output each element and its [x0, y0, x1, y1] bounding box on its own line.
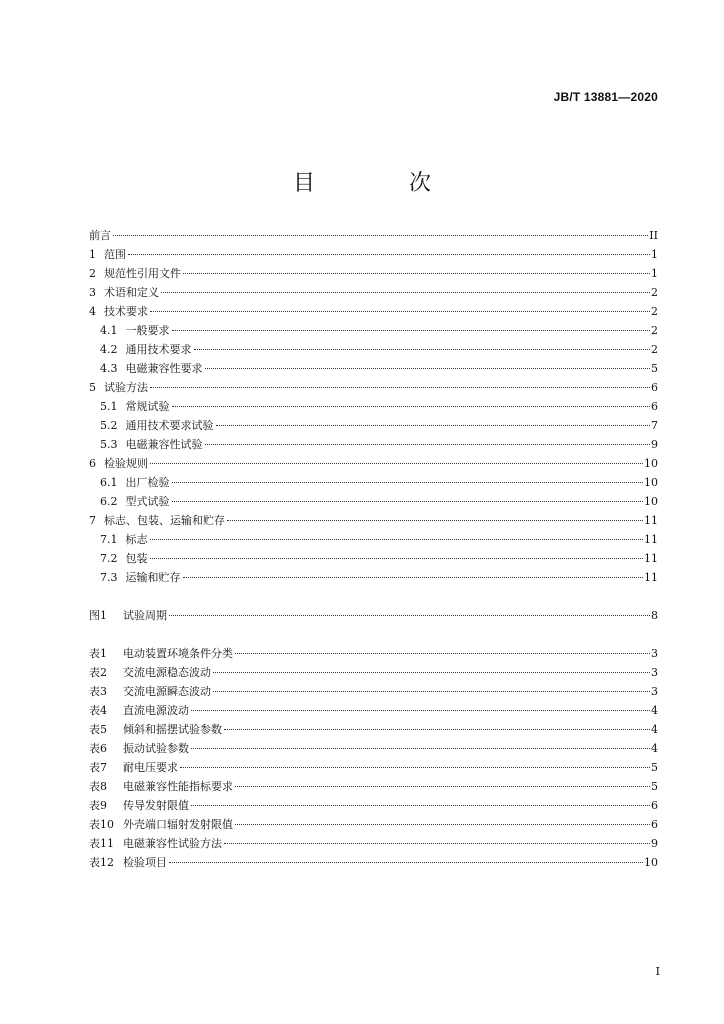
table-entry-label: 振动试验参数	[123, 742, 189, 755]
toc-entry-page: 2	[651, 324, 658, 337]
table-entry[interactable]	[89, 815, 658, 834]
table-entry-page: 4	[651, 723, 658, 736]
table-entry-label: 交流电源稳态波动	[123, 666, 211, 679]
standard-number: JB/T 13881—2020	[553, 90, 658, 104]
dot-leader	[150, 463, 643, 464]
toc-entry[interactable]	[89, 511, 658, 530]
toc-entry-number: 6.2	[100, 495, 118, 508]
table-entry-page: 3	[651, 685, 658, 698]
dot-leader	[161, 292, 650, 293]
dot-leader	[224, 729, 650, 730]
table-entry-number: 表3	[89, 685, 107, 698]
table-entry-label: 电动装置环境条件分类	[123, 647, 233, 660]
table-entry-page: 10	[644, 856, 658, 869]
dot-leader	[235, 824, 650, 825]
toc-entry-label: 标志	[125, 533, 148, 546]
table-entry[interactable]	[89, 644, 658, 663]
page-number: I	[655, 965, 660, 978]
toc-entry-number: 5	[89, 381, 96, 394]
toc-entry-label: 检验规则	[104, 457, 148, 470]
table-entry-label: 检验项目	[123, 856, 167, 869]
table-entry[interactable]	[89, 739, 658, 758]
table-entry-page: 6	[651, 818, 658, 831]
dot-leader	[113, 235, 648, 236]
dot-leader	[128, 254, 650, 255]
toc-entry[interactable]	[89, 245, 658, 264]
table-entry-number: 表12	[89, 856, 114, 869]
dot-leader	[183, 577, 644, 578]
dot-leader	[235, 653, 650, 654]
toc-entry-number: 5.3	[100, 438, 118, 451]
dot-leader	[191, 805, 650, 806]
table-entry-number: 表5	[89, 723, 107, 736]
toc-entry-label: 通用技术要求	[125, 343, 192, 356]
toc-entry-label: 术语和定义	[104, 286, 159, 299]
toc-entry-number: 3	[89, 286, 96, 299]
table-entry-number: 表4	[89, 704, 107, 717]
dot-leader	[150, 311, 650, 312]
toc-entry-page: 2	[651, 286, 658, 299]
table-entry-number: 表6	[89, 742, 107, 755]
dot-leader	[235, 786, 650, 787]
toc-entry-page: 7	[651, 419, 658, 432]
dot-leader	[213, 691, 650, 692]
toc-entry[interactable]	[89, 492, 658, 511]
toc-entry-page: 5	[651, 362, 658, 375]
toc-entry-number: 2	[89, 267, 96, 280]
table-entry[interactable]	[89, 682, 658, 701]
toc-entry-page: 9	[651, 438, 658, 451]
dot-leader	[216, 425, 651, 426]
toc-entry-number: 6.1	[100, 476, 118, 489]
dot-leader	[191, 748, 650, 749]
toc-entry[interactable]	[89, 530, 658, 549]
toc-entry-label: 型式试验	[125, 495, 170, 508]
toc-entry-number: 4.3	[100, 362, 118, 375]
dot-leader	[224, 843, 650, 844]
toc-entry-label: 一般要求	[125, 324, 170, 337]
table-entry-label: 电磁兼容性试验方法	[123, 837, 222, 850]
table-entry-page: 4	[651, 704, 658, 717]
table-entry[interactable]	[89, 777, 658, 796]
dot-leader	[169, 615, 650, 616]
dot-leader	[183, 273, 650, 274]
section-gap	[89, 625, 658, 644]
toc-entry[interactable]	[89, 568, 658, 587]
toc-entry-page: 1	[651, 248, 658, 261]
toc-entry[interactable]	[89, 454, 658, 473]
table-entry-page: 9	[651, 837, 658, 850]
toc-entry-label: 规范性引用文件	[104, 267, 181, 280]
table-entry-number: 表10	[89, 818, 114, 831]
toc-entry-number: 7	[89, 514, 96, 527]
toc-entry-label: 范围	[104, 248, 126, 261]
table-entry-number: 表2	[89, 666, 107, 679]
toc-entry-number: 7.1	[100, 533, 118, 546]
toc-entry[interactable]	[89, 416, 658, 435]
dot-leader	[191, 710, 650, 711]
toc-entry-number: 6	[89, 457, 96, 470]
dot-leader	[172, 501, 644, 502]
figure-entry-number: 图1	[89, 609, 107, 622]
toc-entry-page: 11	[644, 533, 658, 546]
section-gap	[89, 587, 658, 606]
toc-entry-page: 6	[651, 400, 658, 413]
table-entry[interactable]	[89, 701, 658, 720]
toc-entry-label: 包装	[125, 552, 148, 565]
toc-entry-number: 7.2	[100, 552, 118, 565]
toc-entry[interactable]	[89, 549, 658, 568]
toc-entry-page: 10	[644, 457, 658, 470]
toc-entry-number: 5.2	[100, 419, 118, 432]
toc-entry-page: II	[649, 229, 658, 242]
table-entry[interactable]	[89, 796, 658, 815]
table-entry[interactable]	[89, 720, 658, 739]
toc-entry[interactable]	[89, 321, 658, 340]
table-entry-number: 表7	[89, 761, 107, 774]
table-entry[interactable]	[89, 834, 658, 853]
dot-leader	[180, 767, 650, 768]
dot-leader	[205, 368, 651, 369]
dot-leader	[194, 349, 651, 350]
dot-leader	[172, 406, 651, 407]
toc-entry-number: 4	[89, 305, 96, 318]
toc-entry-label: 试验方法	[104, 381, 148, 394]
table-entry-label: 外壳端口辐射发射限值	[123, 818, 233, 831]
figure-entry-page: 8	[651, 609, 658, 622]
toc-entry-page: 10	[644, 495, 658, 508]
dot-leader	[150, 539, 644, 540]
table-entry-number: 表9	[89, 799, 107, 812]
toc-entry-label: 通用技术要求试验	[125, 419, 214, 432]
toc-entry[interactable]	[89, 226, 658, 245]
toc-entry-page: 2	[651, 305, 658, 318]
table-entry-page: 3	[651, 666, 658, 679]
toc-entry-number: 1	[89, 248, 96, 261]
toc-entry-page: 10	[644, 476, 658, 489]
toc-entry[interactable]	[89, 435, 658, 454]
toc-entry-page: 1	[651, 267, 658, 280]
toc-entry[interactable]	[89, 264, 658, 283]
table-entry-page: 3	[651, 647, 658, 660]
dot-leader	[213, 672, 650, 673]
toc-entry[interactable]	[89, 283, 658, 302]
toc-entry-number: 5.1	[100, 400, 118, 413]
toc-entry-page: 11	[644, 552, 658, 565]
dot-leader	[169, 862, 643, 863]
toc-entry-number: 7.3	[100, 571, 118, 584]
table-entry-label: 耐电压要求	[123, 761, 178, 774]
table-entry-label: 传导发射限值	[123, 799, 189, 812]
table-entry-label: 电磁兼容性能指标要求	[123, 780, 233, 793]
table-entry-label: 直流电源波动	[123, 704, 189, 717]
table-entry-label: 交流电源瞬态波动	[123, 685, 211, 698]
toc-entry[interactable]	[89, 378, 658, 397]
table-of-contents	[89, 226, 658, 872]
toc-entry-page: 11	[644, 571, 658, 584]
toc-entry[interactable]	[89, 302, 658, 321]
toc-entry[interactable]	[89, 359, 658, 378]
dot-leader	[172, 330, 651, 331]
toc-entry-page: 11	[644, 514, 658, 527]
toc-entry-label: 电磁兼容性试验	[125, 438, 203, 451]
table-entry-page: 6	[651, 799, 658, 812]
table-entry-page: 4	[651, 742, 658, 755]
table-entry-number: 表1	[89, 647, 107, 660]
table-entry-number: 表8	[89, 780, 107, 793]
toc-entry-label: 标志、包装、运输和贮存	[104, 514, 225, 527]
toc-entry-label: 电磁兼容性要求	[125, 362, 203, 375]
table-entry-page: 5	[651, 780, 658, 793]
toc-entry[interactable]	[89, 397, 658, 416]
table-entry[interactable]	[89, 663, 658, 682]
dot-leader	[150, 387, 650, 388]
dot-leader	[172, 482, 644, 483]
toc-entry[interactable]	[89, 340, 658, 359]
toc-entry-page: 2	[651, 343, 658, 356]
toc-entry-label: 出厂检验	[125, 476, 170, 489]
toc-entry-page: 6	[651, 381, 658, 394]
toc-entry[interactable]	[89, 473, 658, 492]
table-entry-number: 表11	[89, 837, 114, 850]
dot-leader	[150, 558, 644, 559]
toc-title: 目 次	[292, 171, 467, 196]
toc-entry-label: 前言	[89, 229, 111, 242]
table-entry-page: 5	[651, 761, 658, 774]
toc-entry-label: 运输和贮存	[125, 571, 181, 584]
dot-leader	[205, 444, 651, 445]
toc-entry-number: 4.2	[100, 343, 118, 356]
toc-entry-label: 技术要求	[104, 305, 148, 318]
table-entry[interactable]	[89, 853, 658, 872]
table-entry[interactable]	[89, 758, 658, 777]
table-entry-label: 倾斜和摇摆试验参数	[123, 723, 222, 736]
toc-entry-label: 常规试验	[125, 400, 170, 413]
toc-entry-number: 4.1	[100, 324, 118, 337]
figure-entry-label: 试验周期	[123, 609, 167, 622]
figure-entry[interactable]	[89, 606, 658, 625]
dot-leader	[227, 520, 643, 521]
